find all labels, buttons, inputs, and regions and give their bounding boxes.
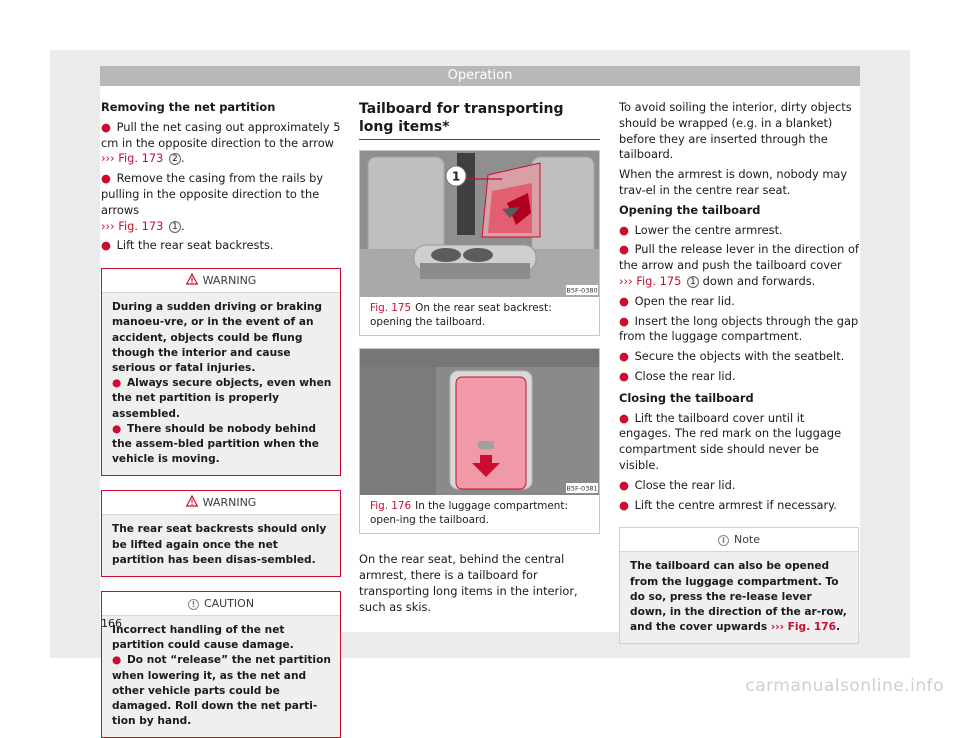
caution-body — [102, 616, 340, 737]
bullet-icon: ● — [619, 242, 629, 257]
figure-175 — [359, 150, 600, 336]
bullet-icon: ● — [101, 119, 111, 134]
figure-link[interactable]: ››› Fig. 176 — [770, 621, 836, 634]
bullet-text: down and forwards. — [702, 273, 816, 288]
list-item — [112, 422, 332, 468]
caution-icon: ! — [188, 599, 199, 610]
closing-heading: Closing the tailboard — [619, 390, 754, 405]
warning-triangle-icon — [186, 495, 198, 507]
note-label: Note — [733, 533, 761, 547]
figure-176 — [359, 348, 600, 534]
warning-text: The rear seat backrests should only be lifted again once the net partition has been disas-sembled. — [112, 523, 327, 566]
bullet-text: Remove the casing from the rails by pulling in the opposite direction to the arrows — [101, 171, 324, 217]
bullet-text: Open the rear lid. — [634, 293, 735, 308]
figure-code: B5F-0381 — [566, 484, 598, 493]
watermark: carmanualsonline.info — [745, 676, 944, 696]
note-box — [619, 527, 859, 644]
paragraph: To avoid soiling the interior, dirty objects should be wrapped (e.g. in a blanket) before they are inserted through the tailboard. — [619, 100, 852, 162]
bullet-text: Pull the release lever in the direction of the arrow and push the tailboard cover — [619, 242, 859, 273]
list-item: ● Pull the net casing out approximately 5 cm in the opposite direction to the arrow ››› Fig. 173 2 . — [101, 119, 341, 166]
callout-number: 1 — [451, 169, 461, 184]
bullet-icon: ● — [619, 293, 629, 308]
bullet-text: There should be nobody behind the assem-bled partition when the vehicle is moving. — [112, 422, 319, 466]
removing-heading: Removing the net partition — [101, 100, 276, 114]
bullet-text: Lower the centre armrest. — [634, 222, 783, 237]
figure-link[interactable]: ››› Fig. 173 — [101, 151, 164, 166]
list-item — [619, 411, 859, 474]
list-item — [619, 498, 859, 514]
bullet-icon: ● — [112, 377, 122, 390]
list-item — [619, 369, 859, 385]
bullet-icon: ● — [112, 654, 122, 667]
bullet-text: Close the rear lid. — [634, 477, 736, 492]
callout-number: 1 — [169, 221, 181, 233]
bullet-text: Always secure objects, even when the net partition is properly assembled. — [112, 377, 332, 420]
warning-triangle-icon — [186, 273, 198, 285]
note-body — [620, 552, 858, 643]
column-left — [101, 100, 341, 738]
seat-backrest-illustration — [360, 151, 599, 297]
bullet-icon: ● — [619, 410, 629, 425]
bullet-text: Secure the objects with the seatbelt. — [634, 349, 845, 364]
list-item — [619, 478, 859, 494]
caption-text: In the luggage compartment: open-ing the tailboard. — [370, 500, 568, 526]
bullet-icon: ● — [619, 497, 629, 512]
bullet-text: Insert the long objects through the gap from the luggage compartment. — [619, 313, 859, 344]
bullet-icon: ● — [112, 422, 122, 435]
bullet-text: Do not “release” the net partition when lowering it, as the net and other vehicle parts could be damaged. Roll down the net parti-tion by hand. — [112, 654, 331, 728]
warning-header — [102, 269, 340, 293]
list-item — [619, 223, 859, 239]
opening-heading: Opening the tailboard — [619, 202, 761, 217]
warning-box — [101, 490, 341, 577]
bullet-icon: ● — [619, 477, 629, 492]
column-right — [619, 100, 859, 644]
caution-box — [101, 591, 341, 738]
figure-caption — [360, 495, 599, 533]
list-item — [112, 376, 332, 422]
figure-link[interactable]: ››› Fig. 173 — [101, 218, 164, 233]
paragraph: When the armrest is down, nobody may trav-el in the centre rear seat. — [619, 167, 848, 197]
callout-number: 2 — [169, 153, 181, 165]
list-item — [619, 314, 859, 346]
bullet-icon: ● — [619, 313, 629, 328]
caution-text: Incorrect handling of the net partition could cause damage. — [112, 624, 294, 652]
caution-label: CAUTION — [203, 597, 255, 611]
bullet-text: Close the rear lid. — [634, 368, 736, 383]
figure-caption — [360, 297, 599, 335]
list-item — [619, 242, 859, 289]
page-number: 166 — [101, 617, 122, 630]
bullet-text: Lift the tailboard cover until it engages. The red mark on the luggage compartment side should never be visible. — [619, 410, 842, 472]
warning-label: WARNING — [202, 274, 257, 288]
section-title: Tailboard for transporting long items* — [359, 100, 600, 140]
list-item — [619, 349, 859, 365]
list-item — [619, 294, 859, 310]
bullet-icon: ● — [619, 222, 629, 237]
note-header — [620, 528, 858, 552]
list-item: ● Remove the casing from the rails by pulling in the opposite direction to the arrows ››› Fig. 173 1 . — [101, 171, 324, 233]
warning-body — [102, 515, 340, 576]
figure-link[interactable]: ››› Fig. 175 — [619, 273, 682, 288]
header-title: Operation — [447, 68, 513, 83]
figure-code: B5F-0380 — [566, 286, 598, 295]
figure-label: Fig. 175 — [370, 302, 412, 314]
column-middle — [359, 100, 600, 616]
warning-header — [102, 491, 340, 515]
bullet-text: Pull the net casing out approximately 5 cm in the opposite direction to the arrow — [101, 119, 341, 150]
list-item — [112, 653, 332, 729]
callout-number: 1 — [687, 276, 699, 288]
bullet-text: Lift the rear seat backrests. — [116, 238, 274, 253]
list-item — [101, 238, 341, 254]
caution-header — [102, 592, 340, 616]
bullet-icon: ● — [619, 349, 629, 364]
luggage-compartment-illustration — [360, 349, 599, 495]
info-icon: i — [718, 535, 729, 546]
bullet-icon: ● — [101, 238, 111, 253]
warning-text: During a sudden driving or braking manoeu-vre, or in the event of an accident, objects could be flung though the interior and cause serious or fatal injuries. — [112, 301, 323, 374]
figure-label: Fig. 176 — [370, 500, 412, 513]
warning-box — [101, 268, 341, 476]
caption-text: On the rear seat backrest: opening the tailboard. — [370, 302, 552, 328]
warning-label: WARNING — [202, 496, 257, 510]
bullet-icon: ● — [101, 171, 111, 186]
bullet-icon: ● — [619, 368, 629, 383]
note-text: The tailboard can also be opened from the luggage compartment. To do so, press the re-lease lever down, in the direction of the ar-row, and the cover upwards — [630, 560, 847, 634]
note-end: . — [835, 621, 840, 634]
bullet-text: Lift the centre armrest if necessary. — [634, 497, 837, 512]
body-text: On the rear seat, behind the central armrest, there is a tailboard for transporting long items in the interior, such as skis. — [359, 552, 578, 614]
warning-body — [102, 293, 340, 475]
